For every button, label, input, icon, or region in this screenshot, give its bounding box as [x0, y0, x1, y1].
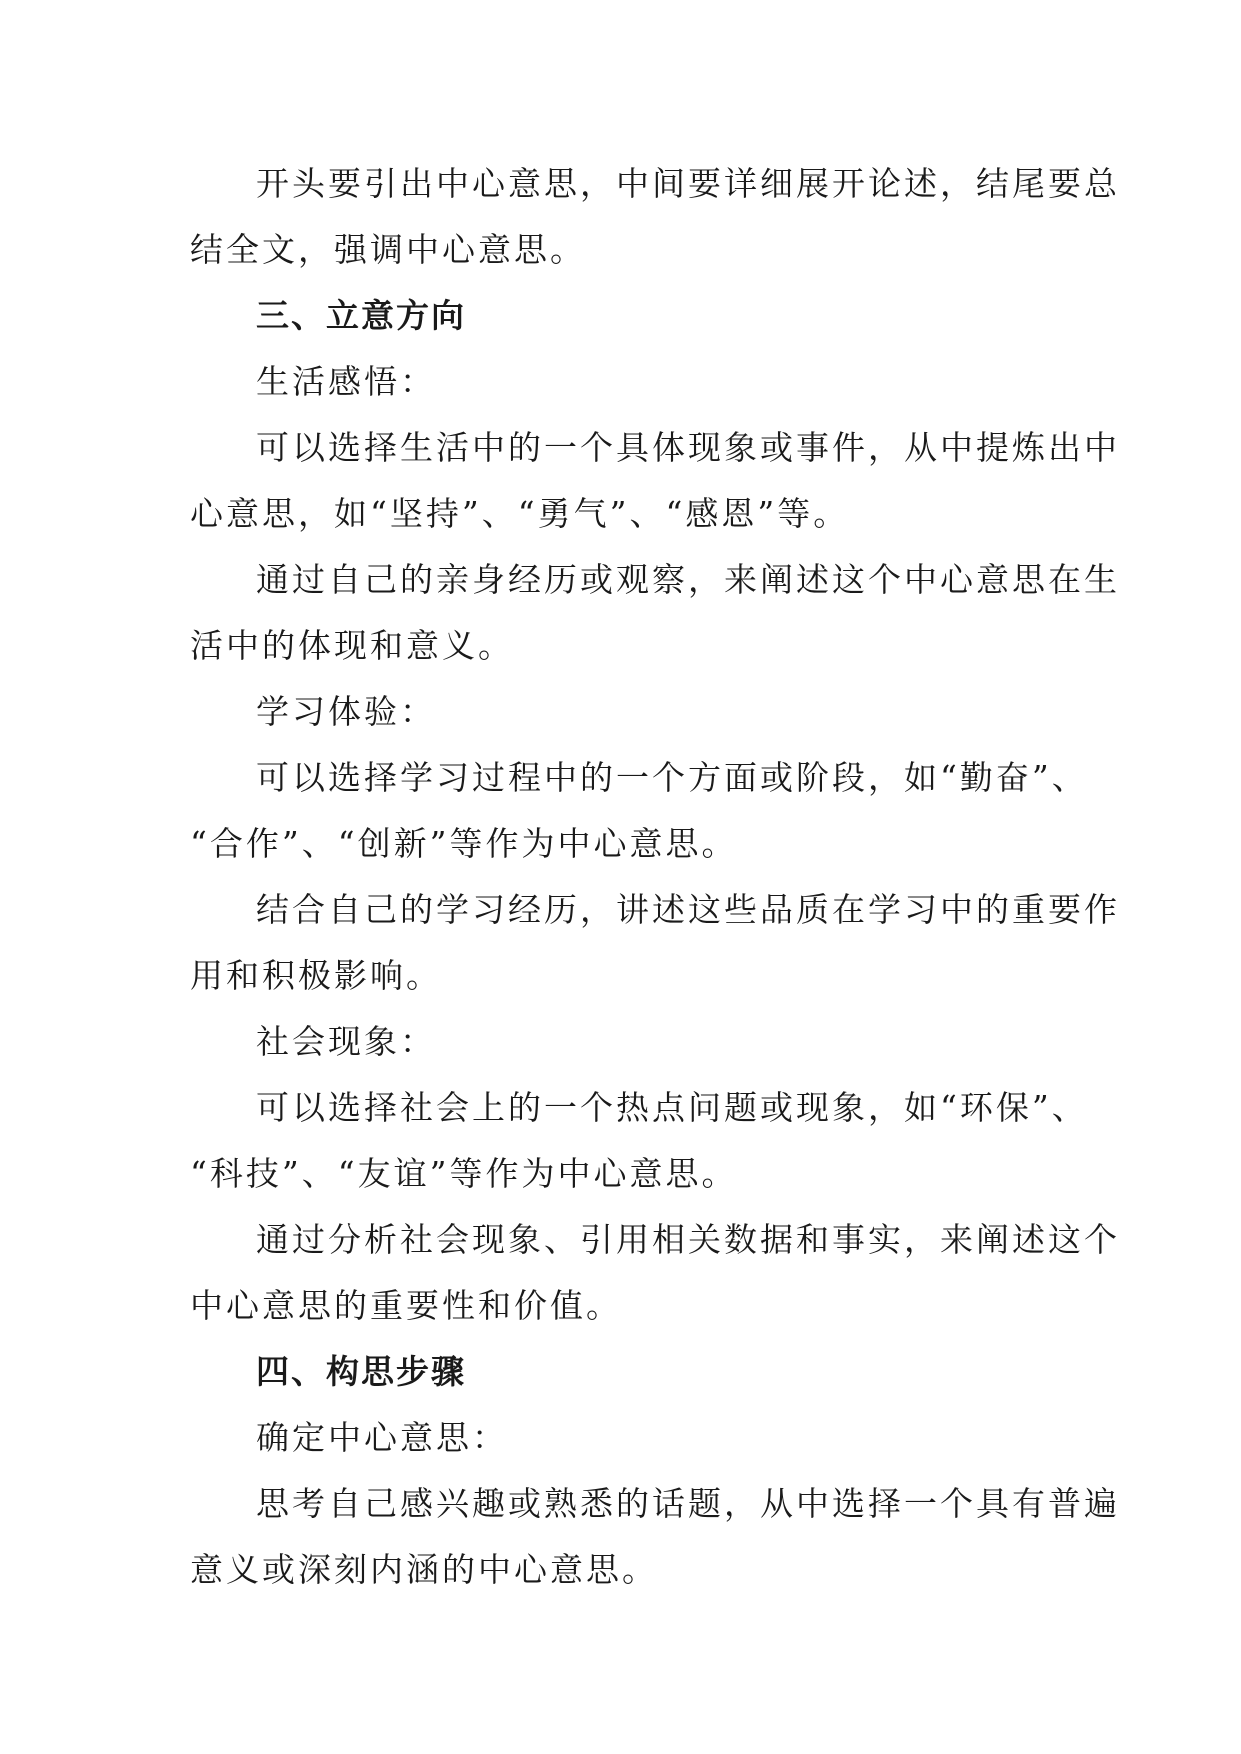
- paragraph-line: “科技”、“友谊”等作为中心意思。: [190, 1154, 738, 1193]
- subheading: 确定中心意思：: [256, 1418, 508, 1457]
- paragraph-line: “合作”、“创新”等作为中心意思。: [190, 824, 738, 863]
- subheading: 学习体验：: [256, 692, 436, 731]
- paragraph-line: 开头要引出中心意思，中间要详细展开论述，结尾要总: [256, 164, 1120, 203]
- paragraph-line: 可以选择社会上的一个热点问题或现象，如“环保”、: [256, 1088, 1088, 1127]
- subheading: 社会现象：: [256, 1022, 436, 1061]
- paragraph-line: 用和积极影响。: [190, 956, 442, 995]
- paragraph-line: 思考自己感兴趣或熟悉的话题，从中选择一个具有普遍: [256, 1484, 1120, 1523]
- paragraph-line: 中心意思的重要性和价值。: [190, 1286, 622, 1325]
- section-heading: 三、立意方向: [256, 296, 466, 335]
- paragraph-line: 通过自己的亲身经历或观察，来阐述这个中心意思在生: [256, 560, 1120, 599]
- section-heading: 四、构思步骤: [256, 1352, 466, 1391]
- paragraph-line: 通过分析社会现象、引用相关数据和事实，来阐述这个: [256, 1220, 1120, 1259]
- subheading: 生活感悟：: [256, 362, 436, 401]
- paragraph-line: 可以选择学习过程中的一个方面或阶段，如“勤奋”、: [256, 758, 1088, 797]
- paragraph-line: 结全文，强调中心意思。: [190, 230, 586, 269]
- paragraph-line: 结合自己的学习经历，讲述这些品质在学习中的重要作: [256, 890, 1120, 929]
- paragraph-line: 可以选择生活中的一个具体现象或事件，从中提炼出中: [256, 428, 1120, 467]
- paragraph-line: 意义或深刻内涵的中心意思。: [190, 1550, 658, 1589]
- paragraph-line: 心意思，如“坚持”、“勇气”、“感恩”等。: [190, 494, 850, 533]
- paragraph-line: 活中的体现和意义。: [190, 626, 514, 665]
